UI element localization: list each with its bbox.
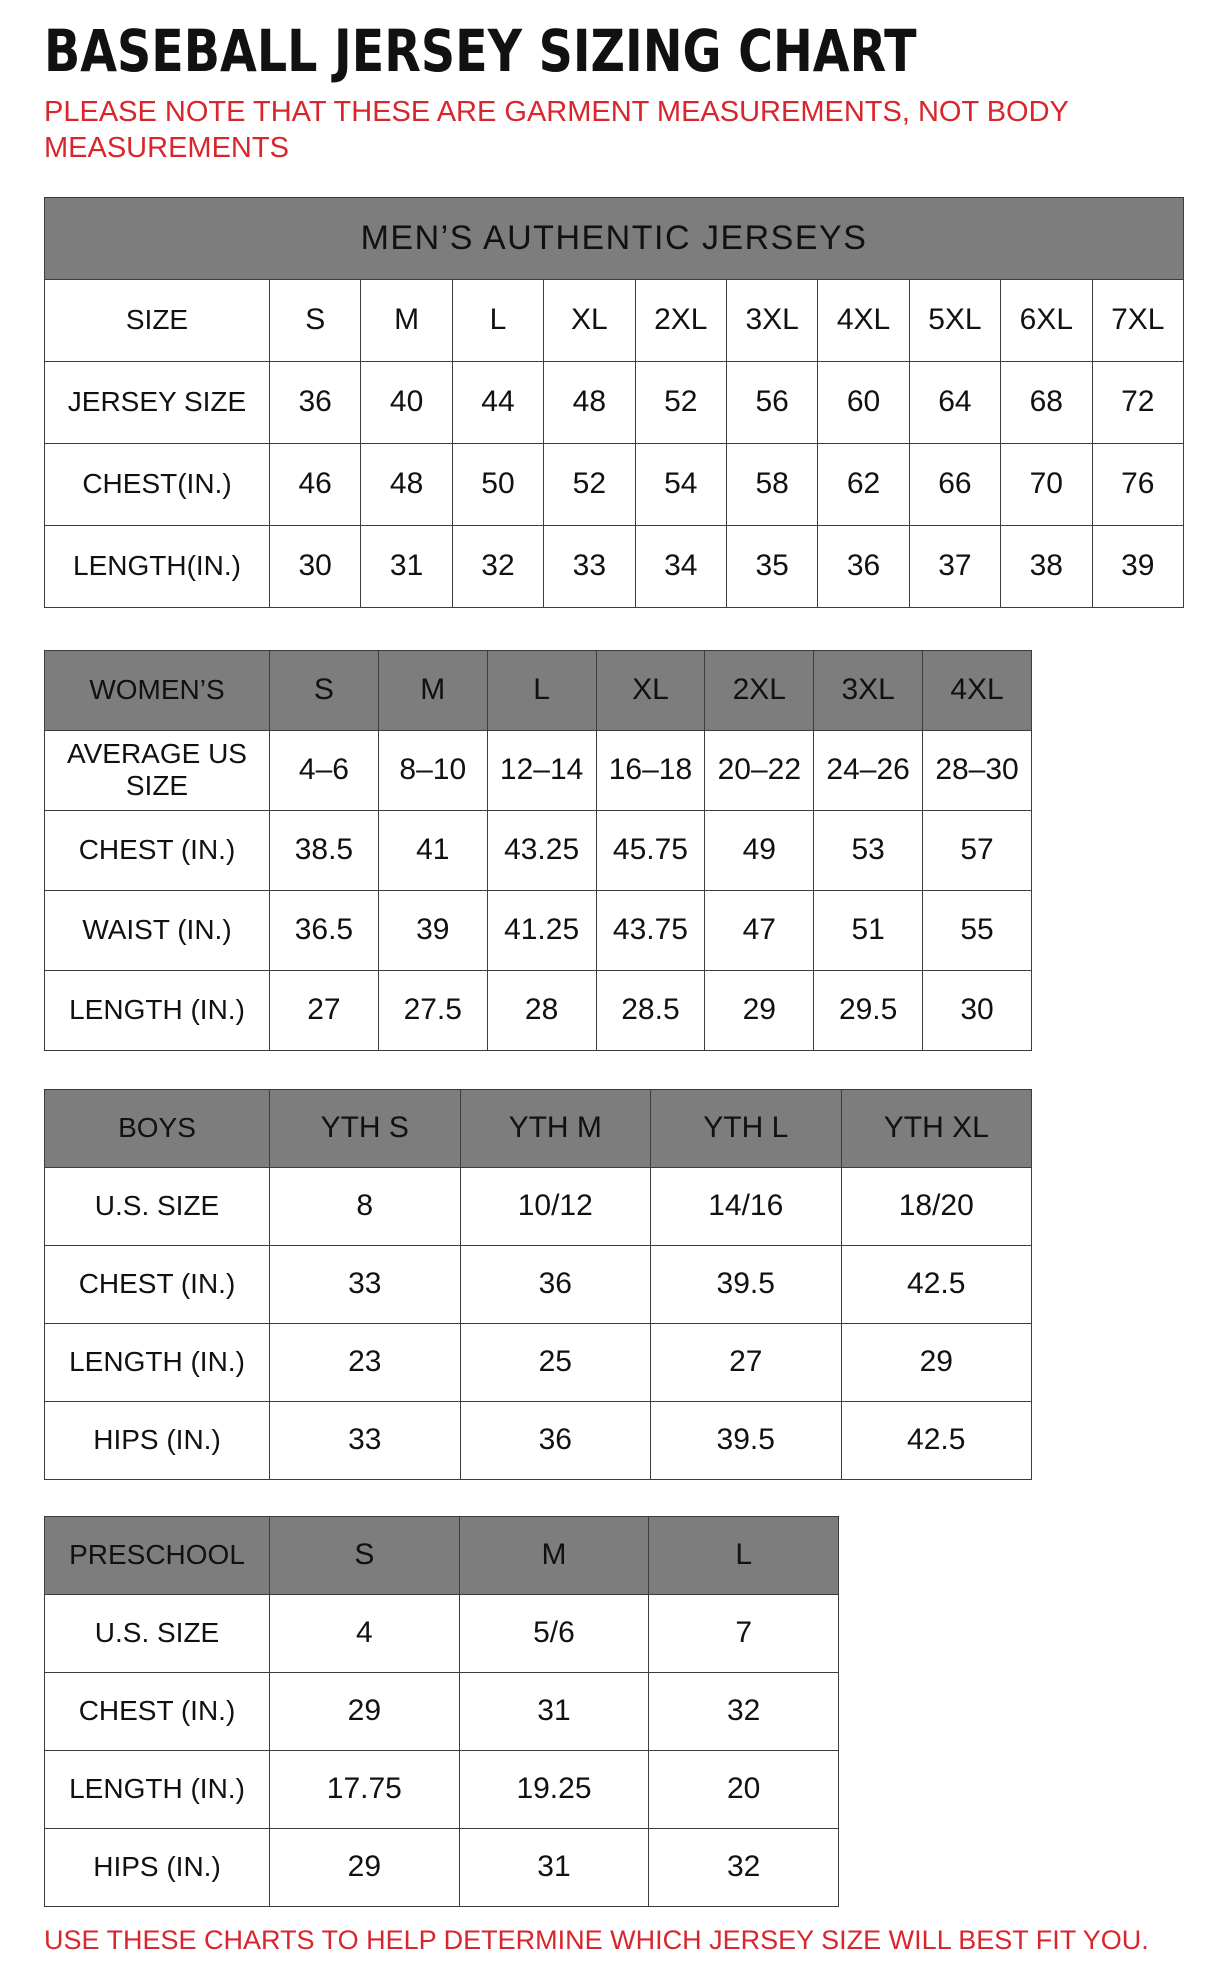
womens-value-cell: 8–10 — [378, 730, 487, 810]
preschool-value-cell: 32 — [649, 1672, 839, 1750]
mens-value-cell: L — [452, 279, 543, 361]
boys-value-cell: 25 — [460, 1323, 651, 1401]
preschool-value-cell: 31 — [459, 1828, 649, 1906]
boys-value-cell: 33 — [270, 1401, 461, 1479]
mens-table-row — [45, 525, 1184, 607]
womens-value-cell: 24–26 — [814, 730, 923, 810]
mens-row-label: JERSEY SIZE — [45, 361, 270, 443]
mens-value-cell: 40 — [361, 361, 452, 443]
boys-table-row — [45, 1167, 1032, 1245]
boys-value-cell: 27 — [651, 1323, 842, 1401]
womens-value-cell: 49 — [705, 810, 814, 890]
womens-value-cell: 16–18 — [596, 730, 705, 810]
womens-table-row — [45, 810, 1032, 890]
mens-value-cell: 56 — [726, 361, 817, 443]
mens-value-cell: 36 — [270, 361, 361, 443]
womens-value-cell: 57 — [923, 810, 1032, 890]
footer-note: USE THESE CHARTS TO HELP DETERMINE WHICH JERSEY SIZE WILL BEST FIT YOU. — [44, 1924, 1149, 1955]
boys-table-row — [45, 1401, 1032, 1479]
mens-value-cell: 4XL — [818, 279, 909, 361]
womens-value-cell: 28.5 — [596, 970, 705, 1050]
womens-size-column-header: L — [487, 650, 596, 730]
womens-value-cell: 47 — [705, 890, 814, 970]
preschool-header-row — [45, 1516, 839, 1594]
boys-value-cell: 23 — [270, 1323, 461, 1401]
boys-sizing-table — [44, 1089, 1032, 1480]
boys-value-cell: 10/12 — [460, 1167, 651, 1245]
mens-table-row — [45, 443, 1184, 525]
womens-value-cell: 51 — [814, 890, 923, 970]
mens-value-cell: 33 — [544, 525, 635, 607]
preschool-sizing-table — [44, 1516, 839, 1907]
womens-table-row — [45, 730, 1032, 810]
mens-value-cell: 6XL — [1001, 279, 1092, 361]
preschool-value-cell: 20 — [649, 1750, 839, 1828]
mens-row-label: SIZE — [45, 279, 270, 361]
preschool-value-cell: 17.75 — [270, 1750, 460, 1828]
mens-value-cell: 64 — [909, 361, 1000, 443]
preschool-row-label: CHEST (IN.) — [45, 1672, 270, 1750]
womens-value-cell: 20–22 — [705, 730, 814, 810]
boys-row-label: HIPS (IN.) — [45, 1401, 270, 1479]
mens-value-cell: 58 — [726, 443, 817, 525]
womens-row-label: AVERAGE US SIZE — [45, 730, 270, 810]
womens-table-row — [45, 890, 1032, 970]
page-title — [44, 17, 1192, 85]
womens-value-cell: 41.25 — [487, 890, 596, 970]
boys-value-cell: 14/16 — [651, 1167, 842, 1245]
boys-size-column-header: YTH L — [651, 1089, 842, 1167]
womens-size-column-header: 4XL — [923, 650, 1032, 730]
womens-size-column-header: 3XL — [814, 650, 923, 730]
preschool-value-cell: 19.25 — [459, 1750, 649, 1828]
mens-value-cell: 52 — [544, 443, 635, 525]
mens-value-cell: 38 — [1001, 525, 1092, 607]
womens-value-cell: 27 — [270, 970, 379, 1050]
boys-table-row — [45, 1245, 1032, 1323]
mens-value-cell: S — [270, 279, 361, 361]
preschool-table-row — [45, 1672, 839, 1750]
mens-value-cell: 35 — [726, 525, 817, 607]
mens-value-cell: 54 — [635, 443, 726, 525]
womens-value-cell: 55 — [923, 890, 1032, 970]
boys-value-cell: 8 — [270, 1167, 461, 1245]
preschool-value-cell: 31 — [459, 1672, 649, 1750]
womens-value-cell: 28 — [487, 970, 596, 1050]
mens-value-cell: 32 — [452, 525, 543, 607]
mens-value-cell: 34 — [635, 525, 726, 607]
womens-value-cell: 36.5 — [270, 890, 379, 970]
womens-header-label: WOMEN’S — [45, 650, 270, 730]
boys-size-column-header: YTH M — [460, 1089, 651, 1167]
womens-row-label: CHEST (IN.) — [45, 810, 270, 890]
boys-header-row — [45, 1089, 1032, 1167]
womens-size-column-header: XL — [596, 650, 705, 730]
mens-table-title: MEN’S AUTHENTIC JERSEYS — [45, 197, 1184, 279]
mens-row-label: CHEST(IN.) — [45, 443, 270, 525]
womens-value-cell: 27.5 — [378, 970, 487, 1050]
womens-row-label: WAIST (IN.) — [45, 890, 270, 970]
mens-value-cell: 2XL — [635, 279, 726, 361]
womens-value-cell: 4–6 — [270, 730, 379, 810]
mens-value-cell: XL — [544, 279, 635, 361]
mens-sizing-table — [44, 197, 1184, 608]
boys-table-row — [45, 1323, 1032, 1401]
preschool-size-column-header: M — [459, 1516, 649, 1594]
preschool-value-cell: 32 — [649, 1828, 839, 1906]
preschool-value-cell: 29 — [270, 1672, 460, 1750]
boys-value-cell: 39.5 — [651, 1245, 842, 1323]
preschool-header-label: PRESCHOOL — [45, 1516, 270, 1594]
mens-value-cell: 50 — [452, 443, 543, 525]
womens-value-cell: 39 — [378, 890, 487, 970]
boys-row-label: CHEST (IN.) — [45, 1245, 270, 1323]
mens-value-cell: 48 — [544, 361, 635, 443]
womens-value-cell: 30 — [923, 970, 1032, 1050]
womens-value-cell: 38.5 — [270, 810, 379, 890]
boys-value-cell: 18/20 — [841, 1167, 1032, 1245]
mens-value-cell: 62 — [818, 443, 909, 525]
mens-value-cell: 66 — [909, 443, 1000, 525]
mens-value-cell: 60 — [818, 361, 909, 443]
mens-value-cell: 70 — [1001, 443, 1092, 525]
womens-table-row — [45, 970, 1032, 1050]
boys-value-cell: 42.5 — [841, 1401, 1032, 1479]
mens-value-cell: 68 — [1001, 361, 1092, 443]
boys-value-cell: 36 — [460, 1401, 651, 1479]
preschool-size-column-header: L — [649, 1516, 839, 1594]
womens-value-cell: 29 — [705, 970, 814, 1050]
size-tables-container — [44, 197, 1192, 1907]
mens-value-cell: 52 — [635, 361, 726, 443]
mens-table-row — [45, 279, 1184, 361]
mens-row-label: LENGTH(IN.) — [45, 525, 270, 607]
preschool-table-row — [45, 1594, 839, 1672]
mens-value-cell: 7XL — [1092, 279, 1183, 361]
womens-size-column-header: 2XL — [705, 650, 814, 730]
mens-value-cell: 72 — [1092, 361, 1183, 443]
boys-size-column-header: YTH S — [270, 1089, 461, 1167]
womens-value-cell: 29.5 — [814, 970, 923, 1050]
mens-value-cell: 76 — [1092, 443, 1183, 525]
boys-row-label: LENGTH (IN.) — [45, 1323, 270, 1401]
mens-value-cell: 37 — [909, 525, 1000, 607]
womens-value-cell: 12–14 — [487, 730, 596, 810]
preschool-table-row — [45, 1828, 839, 1906]
preschool-table-row — [45, 1750, 839, 1828]
womens-value-cell: 53 — [814, 810, 923, 890]
mens-value-cell: 36 — [818, 525, 909, 607]
boys-value-cell: 39.5 — [651, 1401, 842, 1479]
womens-value-cell: 28–30 — [923, 730, 1032, 810]
boys-value-cell: 33 — [270, 1245, 461, 1323]
womens-sizing-table — [44, 650, 1032, 1051]
preschool-row-label: HIPS (IN.) — [45, 1828, 270, 1906]
mens-value-cell: 44 — [452, 361, 543, 443]
mens-value-cell: 46 — [270, 443, 361, 525]
mens-value-cell: 31 — [361, 525, 452, 607]
mens-value-cell: 3XL — [726, 279, 817, 361]
womens-value-cell: 41 — [378, 810, 487, 890]
preschool-row-label: U.S. SIZE — [45, 1594, 270, 1672]
boys-value-cell: 36 — [460, 1245, 651, 1323]
preschool-value-cell: 7 — [649, 1594, 839, 1672]
boys-header-label: BOYS — [45, 1089, 270, 1167]
womens-value-cell: 43.25 — [487, 810, 596, 890]
mens-value-cell: 48 — [361, 443, 452, 525]
womens-size-column-header: S — [270, 650, 379, 730]
preschool-size-column-header: S — [270, 1516, 460, 1594]
boys-value-cell: 29 — [841, 1323, 1032, 1401]
preschool-row-label: LENGTH (IN.) — [45, 1750, 270, 1828]
mens-table-row — [45, 361, 1184, 443]
womens-value-cell: 45.75 — [596, 810, 705, 890]
mens-value-cell: M — [361, 279, 452, 361]
mens-value-cell: 39 — [1092, 525, 1183, 607]
preschool-value-cell: 29 — [270, 1828, 460, 1906]
mens-value-cell: 30 — [270, 525, 361, 607]
garment-measurements-note: PLEASE NOTE THAT THESE ARE GARMENT MEASUREMENTS, NOT BODY MEASUREMENTS — [44, 96, 1069, 164]
womens-header-row — [45, 650, 1032, 730]
preschool-value-cell: 5/6 — [459, 1594, 649, 1672]
womens-row-label: LENGTH (IN.) — [45, 970, 270, 1050]
page-title-text: BASEBALL JERSEY SIZING CHART — [44, 17, 917, 85]
mens-banner-row — [45, 197, 1184, 279]
womens-size-column-header: M — [378, 650, 487, 730]
boys-row-label: U.S. SIZE — [45, 1167, 270, 1245]
womens-value-cell: 43.75 — [596, 890, 705, 970]
mens-value-cell: 5XL — [909, 279, 1000, 361]
preschool-value-cell: 4 — [270, 1594, 460, 1672]
boys-value-cell: 42.5 — [841, 1245, 1032, 1323]
boys-size-column-header: YTH XL — [841, 1089, 1032, 1167]
